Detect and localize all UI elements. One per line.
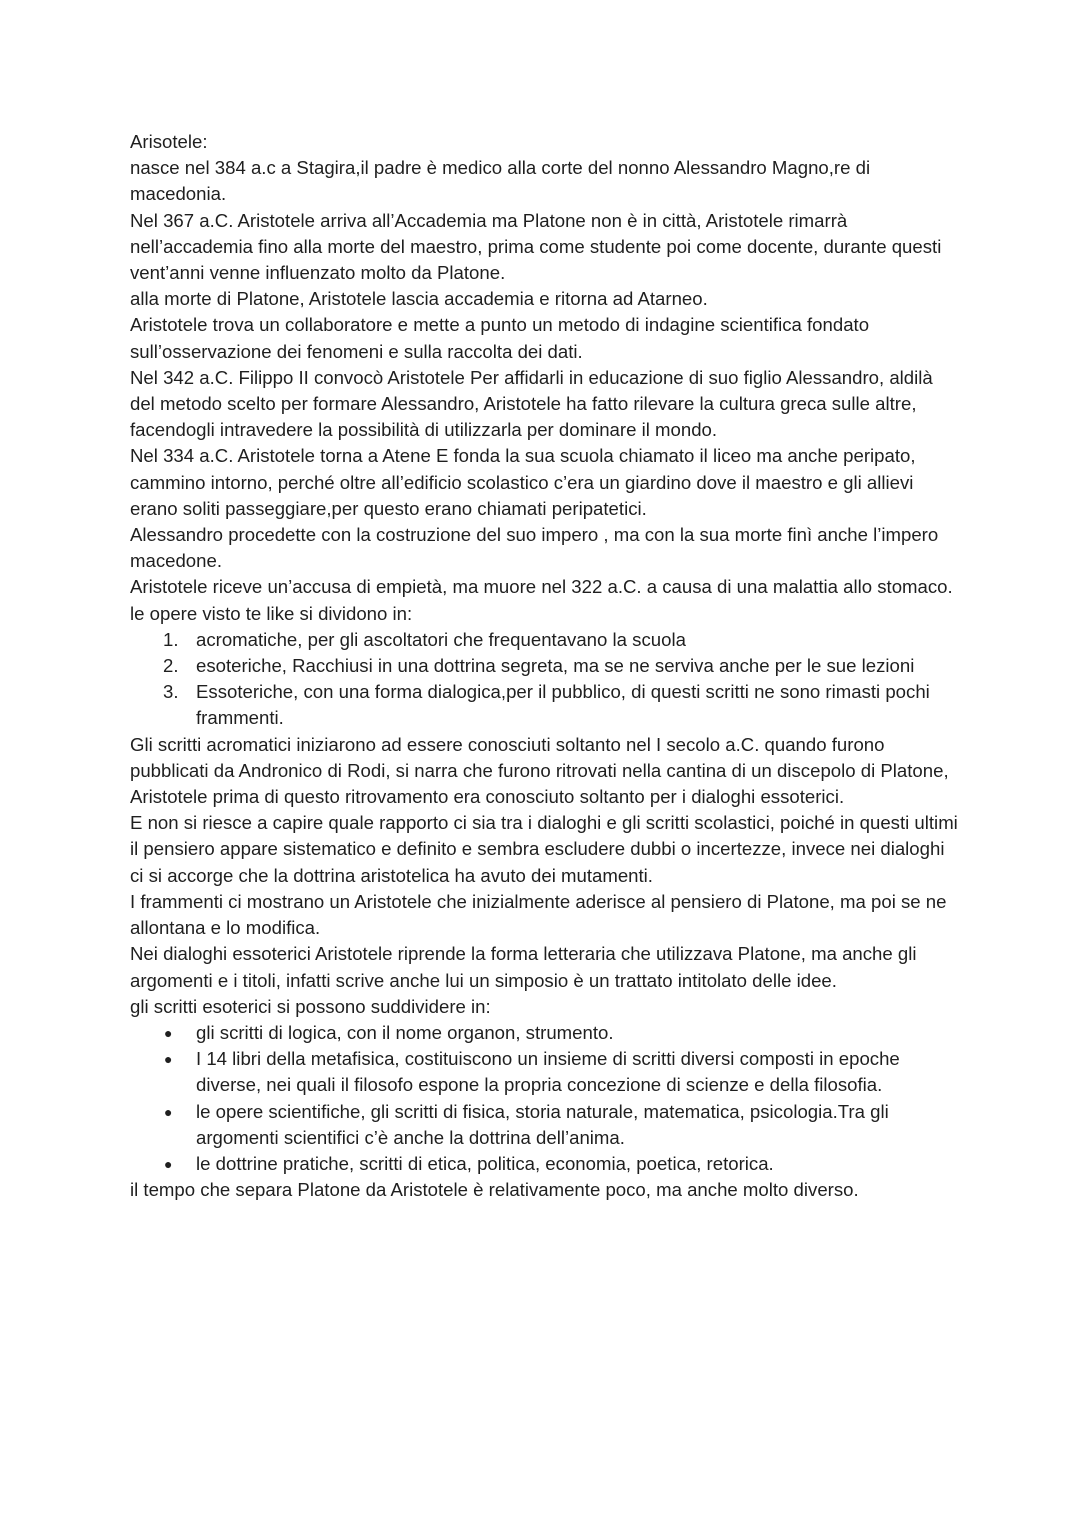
list-marker: 2.: [163, 655, 179, 677]
paragraph-academy: Nel 367 a.C. Aristotele arriva all’Accademia ma Platone non è in città, Aristotele rimarrà nell’accademia fino alla morte del maestro, prima come studente poi come docente, durante questi vent’anni venne influenzato molto da Platone.: [130, 209, 942, 284]
paragraph-acromatic: Gli scritti acromatici iniziarono ad essere conosciuti soltanto nel I secolo a.C. quando furono pubblicati da Andronico di Rodi, si narra che furono ritrovati nella cantina di un discepolo di Platone, Aristotele prima di questo ritrovamento era conosciuto soltanto per i dialoghi essoterici.: [130, 733, 949, 808]
paragraph-birth: nasce nel 384 a.c a Stagira,il padre è medico alla corte del nonno Alessandro Magno,re di macedonia.: [130, 157, 871, 205]
list-item: [130, 1020, 960, 1046]
paragraph-death: Aristotele riceve un’accusa di empietà, ma muore nel 322 a.C. a causa di una malattia allo stomaco.: [130, 576, 953, 598]
paragraph-fragments: I frammenti ci mostrano un Aristotele che inizialmente aderisce al pensiero di Platone, ma poi se ne allontana e lo modifica.: [130, 890, 947, 939]
list-item-text: le opere scientifiche, gli scritti di fisica, storia naturale, matematica, psicologia.Tra gli argomenti scientifici c’è anche la dottrina dell’anima.: [196, 1100, 889, 1148]
list-item-text: acromatiche, per gli ascoltatori che frequentavano la scuola: [196, 628, 686, 650]
bullet-icon: ●: [164, 1024, 173, 1041]
paragraph-empire: Alessandro procedette con la costruzione del suo impero , ma con la sua morte finì anche l’impero macedone.: [130, 524, 939, 572]
list-marker: 1.: [163, 628, 179, 650]
paragraph-closing: il tempo che separa Platone da Aristotele è relativamente poco, ma anche molto diverso.: [130, 1179, 859, 1201]
document-title: Arisotele:: [130, 131, 208, 152]
paragraph-filippo: Nel 342 a.C. Filippo II convocò Aristotele Per affidarli in educazione di suo figlio Alessandro, aldilà del metodo scelto per formare Alessandro, Aristotele ha fatto rilevare la cultura greca sulle altre, facendogli intravedere la possibilità di utilizzarla per dominare il mondo.: [130, 366, 933, 441]
paragraph-atarneo: alla morte di Platone, Aristotele lascia accademia e ritorna ad Atarneo.: [130, 288, 708, 310]
paragraph-relationship: E non si riesce a capire quale rapporto ci sia tra i dialoghi e gli scritti scolastici, poiché in questi ultimi il pensiero appare sistematico e definito e sembra escludere dubbi o incertezze, invece nei dialoghi ci si accorge che la dottrina aristotelica ha avuto dei mutamenti.: [130, 812, 958, 886]
paragraph-dialogues: Nei dialoghi essoterici Aristotele riprende la forma letteraria che utilizzava Platone, ma anche gli argomenti e i titoli, infatti scrive anche lui un simposio è un trattato intitolato delle idee.: [130, 943, 917, 991]
list-item: [130, 653, 960, 679]
list-item-text: Essoteriche, con una forma dialogica,per il pubblico, di questi scritti ne sono rimasti pochi frammenti.: [196, 681, 930, 729]
paragraph-works-intro: le opere visto te like si dividono in:: [130, 602, 413, 624]
list-item-text: le dottrine pratiche, scritti di etica, politica, economia, poetica, retorica.: [196, 1152, 774, 1174]
list-item-text: gli scritti di logica, con il nome organon, strumento.: [196, 1021, 614, 1043]
list-item-text: esoteriche, Racchiusi in una dottrina segreta, ma se ne serviva anche per le sue lezioni: [196, 655, 915, 677]
numbered-list: [130, 627, 960, 732]
bullet-icon: ●: [164, 1051, 173, 1068]
paragraph-method: Aristotele trova un collaboratore e mette a punto un metodo di indagine scientifica fondato sull’osservazione dei fenomeni e sulla raccolta dei dati.: [130, 314, 870, 362]
list-item: [130, 1099, 960, 1151]
document-page: [130, 129, 960, 1203]
bullet-list: [130, 1020, 960, 1177]
paragraph-liceo: Nel 334 a.C. Aristotele torna a Atene E fonda la sua scuola chiamato il liceo ma anche peripato, cammino intorno, perché oltre all’edificio scolastico c’era un giardino dove il maestro e gli allievi erano soliti passeggiare,per questo erano chiamati peripatetici.: [130, 445, 916, 519]
list-item: [130, 679, 960, 731]
bullet-icon: ●: [164, 1155, 173, 1172]
list-item: [130, 1151, 960, 1177]
paragraph-esoteric-intro: gli scritti esoterici si possono suddividere in:: [130, 995, 491, 1017]
list-item-text: I 14 libri della metafisica, costituiscono un insieme di scritti diversi composti in epoche diverse, nei quali il filosofo espone la propria concezione di scienze e della filosofia.: [196, 1048, 900, 1096]
list-marker: 3.: [163, 681, 179, 703]
list-item: [130, 1046, 960, 1098]
list-item: [130, 627, 960, 653]
bullet-icon: ●: [164, 1103, 173, 1120]
